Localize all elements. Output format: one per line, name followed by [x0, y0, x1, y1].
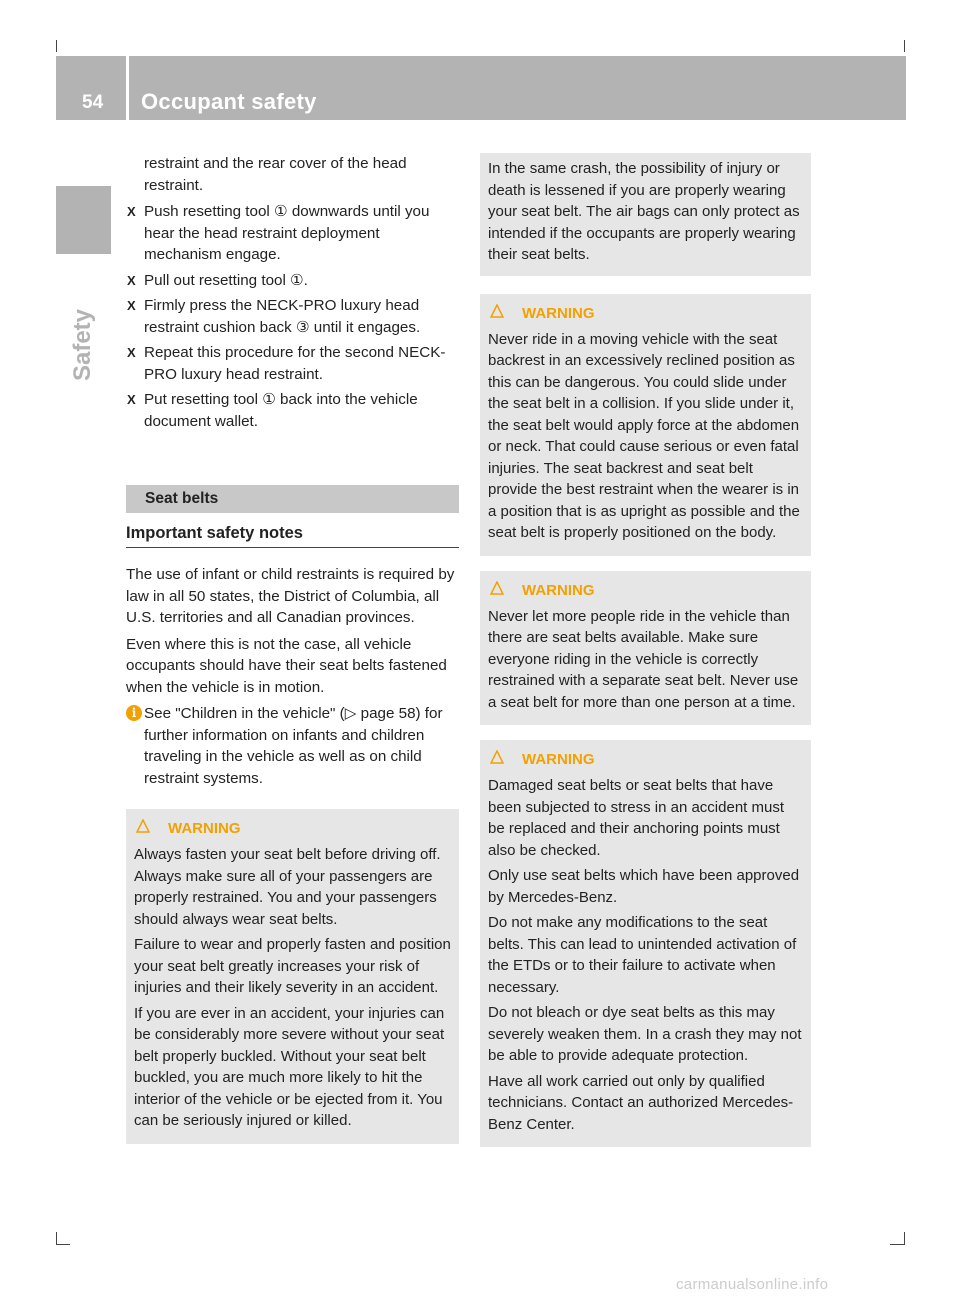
- warning-title-text: WARNING: [168, 820, 241, 837]
- intro-line: restraint.: [144, 176, 204, 194]
- instruction-step: [126, 389, 459, 432]
- header-divider: [126, 56, 129, 120]
- warning-paragraph: Only use seat belts which have been approved by Mercedes-Benz.: [488, 867, 800, 906]
- instruction-step: [126, 295, 459, 338]
- crop-mark: [890, 1244, 905, 1245]
- left-column: [126, 153, 459, 1144]
- warning-title-text: WARNING: [522, 581, 595, 599]
- note-paragraph: In the same crash, the possibility of injury or death is lessened if you are properly wearing your seat belt. The air bags can only protect as intended if the occupants are properly wearing their seat belts.: [488, 160, 800, 263]
- warning-box: [480, 294, 811, 556]
- info-icon: i: [126, 705, 142, 721]
- warning-paragraph: Do not make any modifications to the seat belts. This can lead to unintended activation of the ETDs or to their failure to activate when necessary.: [488, 914, 797, 996]
- warning-title: [134, 818, 451, 839]
- step-text: Put resetting tool ① back into the vehicle document wallet.: [144, 391, 418, 430]
- instruction-step: [126, 201, 459, 266]
- step-text: Pull out resetting tool ①.: [144, 271, 308, 289]
- subheading: Important safety notes: [126, 524, 459, 548]
- crop-mark: [56, 40, 57, 52]
- warning-title-text: WARNING: [522, 304, 595, 322]
- warning-paragraph: Never ride in a moving vehicle with the seat backrest in an excessively reclined position as this can be dangerous. You could slide under the seat belt in a collision. If you slide under it, the seat belt would apply force at the abdomen or neck. That could cause serious or even fatal injuries. The seat backrest and seat belt provide the best restraint when the wearer is in a position that is as upright as possible and the seat belt is properly positioned on the body.: [488, 330, 800, 541]
- section-label: Safety: [69, 308, 96, 382]
- intro-line: restraint and the rear cover of the head: [144, 155, 407, 172]
- warning-triangle-icon: [490, 303, 504, 324]
- step-arrow-icon: X: [127, 204, 136, 219]
- instruction-step: [126, 270, 459, 292]
- warning-title: [488, 303, 803, 324]
- right-column: [480, 153, 811, 1147]
- warning-title-text: WARNING: [522, 751, 595, 768]
- step-arrow-icon: X: [127, 272, 136, 288]
- warning-box: [126, 809, 459, 1144]
- page-number: 54: [82, 92, 104, 113]
- info-text: See "Children in the vehicle" (▷ page 58) for further information on infants and children traveling in the vehicle as well as on child restraint systems.: [144, 705, 443, 787]
- warning-paragraph: Damaged seat belts or seat belts that have been subjected to stress in an accident must be replaced and their anchoring points must also be checked.: [488, 777, 785, 859]
- step-text: Push resetting tool ① downwards until you hear the head restraint deployment mechanism engage.: [144, 203, 430, 263]
- warning-triangle-icon: [136, 818, 150, 839]
- warning-paragraph: Never let more people ride in the vehicle than there are seat belts available. Make sure everyone riding in the vehicle is correctly restrained with a separate seat belt. Never use a seat belt for more than one person at a time.: [488, 607, 799, 711]
- crop-mark: [56, 1244, 70, 1245]
- warning-title: [488, 749, 803, 770]
- warning-title: [488, 580, 803, 601]
- warning-paragraph: Always fasten your seat belt before driving off. Always make sure all of your passengers are properly restrained. You and your passengers should always wear seat belts.: [134, 846, 441, 928]
- step-arrow-icon: X: [127, 392, 136, 407]
- page-title: Occupant safety: [141, 89, 317, 114]
- crop-mark: [56, 1232, 57, 1244]
- warning-paragraph: Failure to wear and properly fasten and position your seat belt greatly increases your risk of injuries and their likely severity in an accident.: [134, 936, 451, 996]
- section-tab: [56, 186, 111, 254]
- watermark: carmanualsonline.info: [676, 1276, 829, 1293]
- info-note: [126, 703, 459, 789]
- instruction-step: [126, 342, 459, 385]
- note-box: [480, 153, 811, 276]
- step-arrow-icon: X: [127, 345, 136, 360]
- warning-paragraph: Do not bleach or dye seat belts as this may severely weaken them. In a crash they may not be able to provide adequate protection.: [488, 1004, 802, 1064]
- body-paragraph: Even where this is not the case, all vehicle occupants should have their seat belts fastened when the vehicle is in motion.: [126, 635, 447, 696]
- body-paragraph: The use of infant or child restraints is required by law in all 50 states, the District of Columbia, all U.S. territories and all Canadian provinces.: [126, 566, 455, 626]
- warning-box: [480, 571, 811, 726]
- warning-triangle-icon: [490, 749, 504, 770]
- step-text: Firmly press the NECK-PRO luxury head restraint cushion back ③ until it engages.: [144, 297, 421, 336]
- warning-triangle-icon: [490, 580, 504, 601]
- section-heading: Seat belts: [126, 485, 459, 513]
- warning-paragraph: If you are ever in an accident, your injuries can be considerably more severe without your seat belt properly buckled. Without your seat belt buckled, you are much more likely to hit the interior of the vehicle or be ejected from it. You can be seriously injured or killed.: [134, 1004, 445, 1129]
- crop-mark: [904, 40, 905, 52]
- warning-box: [480, 740, 811, 1147]
- step-text: Repeat this procedure for the second NECK-PRO luxury head restraint.: [144, 344, 446, 383]
- warning-paragraph: Have all work carried out only by qualified technicians. Contact an authorized Mercedes-Benz Center.: [488, 1072, 794, 1133]
- step-arrow-icon: X: [127, 298, 136, 313]
- crop-mark: [904, 1232, 905, 1244]
